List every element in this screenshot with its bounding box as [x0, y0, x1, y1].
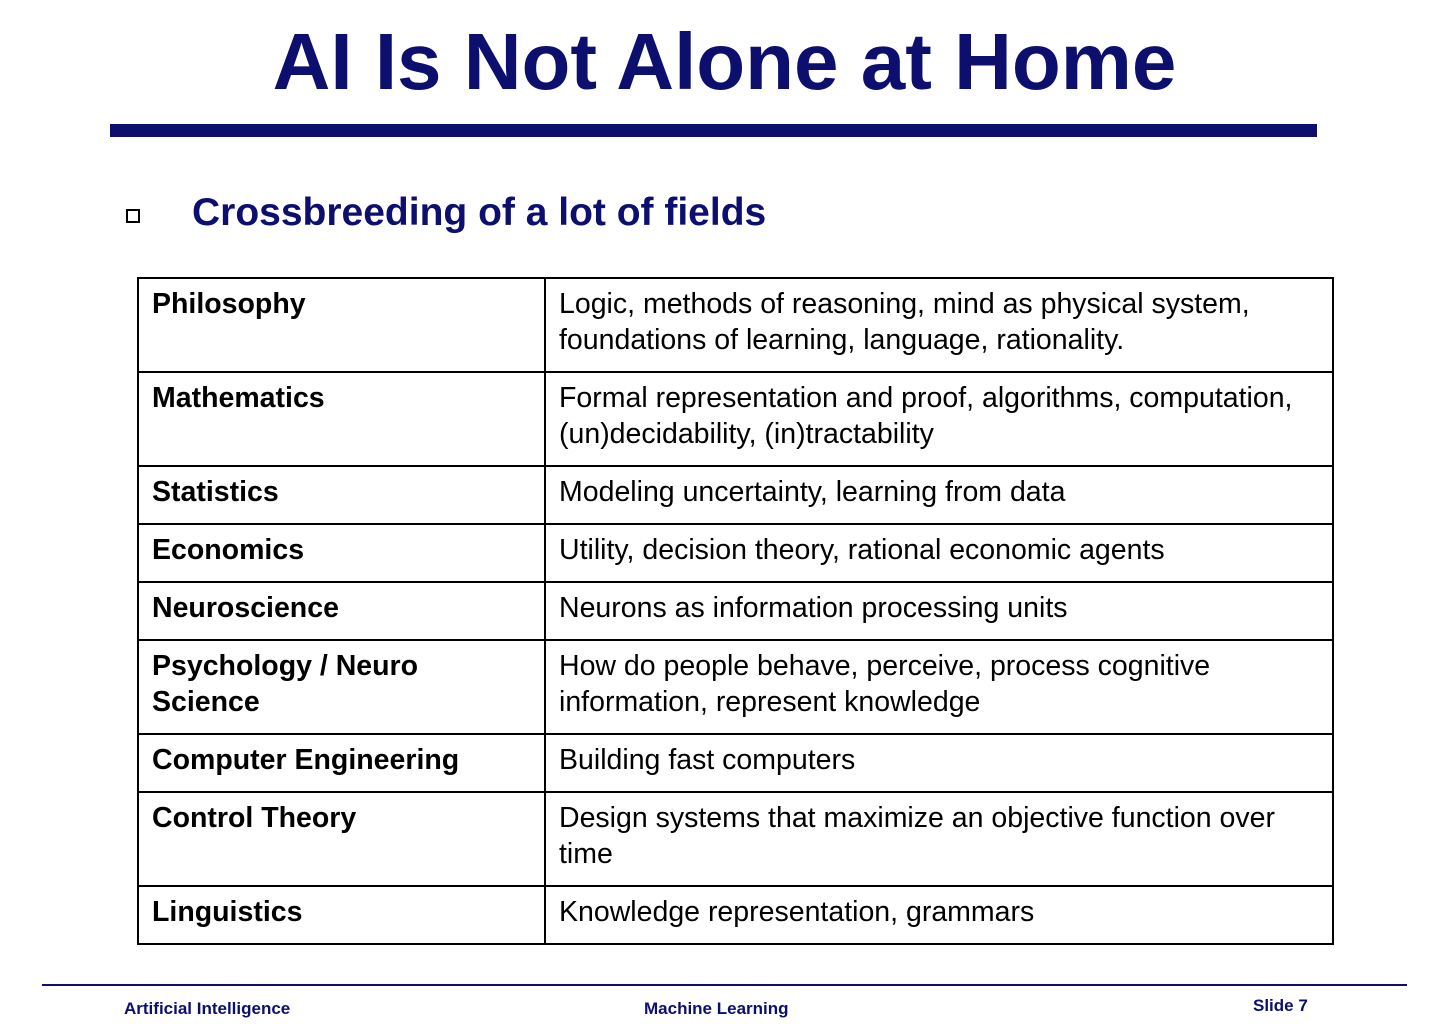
field-name-cell: Control Theory — [138, 792, 545, 886]
field-description-cell: Design systems that maximize an objective function over time — [545, 792, 1333, 886]
title-underline-bar — [110, 124, 1317, 137]
slide-number: Slide 7 — [1253, 996, 1308, 1015]
table-row — [138, 792, 1333, 886]
bullet-item — [126, 186, 766, 240]
footer-divider — [42, 984, 1407, 986]
hollow-square-bullet-icon — [126, 209, 140, 223]
table-row — [138, 886, 1333, 944]
table-row — [138, 278, 1333, 372]
table-row — [138, 524, 1333, 582]
bullet-text: Crossbreeding of a lot of fields — [192, 191, 767, 234]
field-name-cell: Computer Engineering — [138, 734, 545, 792]
field-description-cell: How do people behave, perceive, process cognitive information, represent knowledge — [545, 640, 1333, 734]
field-name-cell: Economics — [138, 524, 545, 582]
footer-topic: Machine Learning — [644, 999, 789, 1018]
table-row — [138, 734, 1333, 792]
field-description-cell: Modeling uncertainty, learning from data — [545, 466, 1333, 524]
field-description-cell: Utility, decision theory, rational economic agents — [545, 524, 1333, 582]
field-description-cell: Neurons as information processing units — [545, 582, 1333, 640]
field-name-cell: Mathematics — [138, 372, 545, 466]
fields-table — [137, 277, 1334, 945]
slide-title: AI Is Not Alone at Home — [272, 17, 1177, 106]
field-description-cell: Knowledge representation, grammars — [545, 886, 1333, 944]
table-row — [138, 582, 1333, 640]
table-row — [138, 466, 1333, 524]
field-name-cell: Statistics — [138, 466, 545, 524]
field-name-cell: Philosophy — [138, 278, 545, 372]
footer-course-title: Artificial Intelligence — [124, 999, 291, 1018]
table-row — [138, 640, 1333, 734]
table-row — [138, 372, 1333, 466]
field-description-cell: Logic, methods of reasoning, mind as physical system, foundations of learning, language, rationality. — [545, 278, 1333, 372]
field-name-cell: Psychology / Neuro Science — [138, 640, 545, 734]
field-name-cell: Linguistics — [138, 886, 545, 944]
field-name-cell: Neuroscience — [138, 582, 545, 640]
field-description-cell: Building fast computers — [545, 734, 1333, 792]
field-description-cell: Formal representation and proof, algorithms, computation, (un)decidability, (in)tractability — [545, 372, 1333, 466]
